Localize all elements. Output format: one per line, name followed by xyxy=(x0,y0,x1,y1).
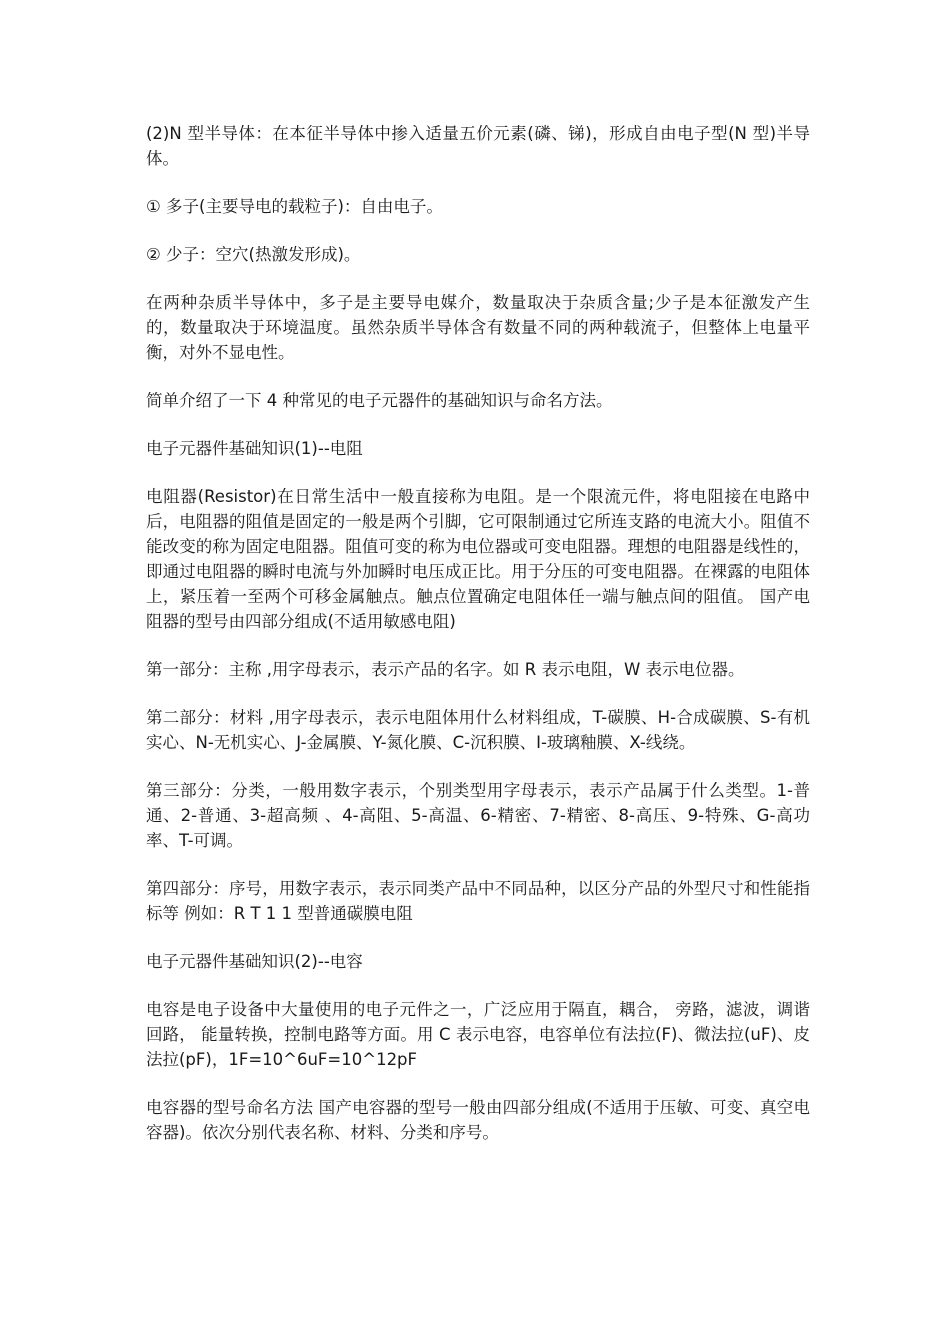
paragraph-resistor-description: 电阻器(Resistor)在日常生活中一般直接称为电阻。是一个限流元件，将电阻接在电路中后，电阻器的阻值是固定的一般是两个引脚，它可限制通过它所连支路的电流大小。阻值不能改变的称为固定电阻器。阻值可变的称为电位器或可变电阻器。理想的电阻器是线性的，即通过电阻器的瞬时电流与外加瞬时电压成正比。用于分压的可变电阻器。在裸露的电阻体上，紧压着一至两个可移金属触点。触点位置确定电阻体任一端与触点间的阻值。 国产电阻器的型号由四部分组成(不适用敏感电阻) xyxy=(146,487,810,631)
section-heading-capacitor: 电子元器件基础知识(2)--电容 xyxy=(146,952,363,971)
paragraph-impurity-semiconductor: 在两种杂质半导体中，多子是主要导电媒介，数量取决于杂质含量;少子是本征激发产生的，数量取决于环境温度。虽然杂质半导体含有数量不同的两种载流子，但整体上电量平衡，对外不显电性。 xyxy=(146,293,810,362)
paragraph-n-type-semiconductor: (2)N 型半导体：在本征半导体中掺入适量五价元素(磷、锑)，形成自由电子型(N 型)半导体。 xyxy=(146,124,810,168)
paragraph-part-one: 第一部分：主称 ,用字母表示，表示产品的名字。如 R 表示电阻，W 表示电位器。 xyxy=(146,660,745,679)
paragraph-part-four: 第四部分：序号，用数字表示，表示同类产品中不同品种，以区分产品的外型尺寸和性能指标等 例如：R T 1 1 型普通碳膜电阻 xyxy=(146,879,810,923)
paragraph-majority-carrier: ① 多子(主要导电的载粒子)：自由电子。 xyxy=(146,197,443,216)
paragraph-capacitor-naming: 电容器的型号命名方法 国产电容器的型号一般由四部分组成(不适用于压敏、可变、真空电容器)。依次分别代表名称、材料、分类和序号。 xyxy=(146,1098,810,1142)
document-page xyxy=(146,121,810,1168)
paragraph-minority-carrier: ② 少子：空穴(热激发形成)。 xyxy=(146,245,361,264)
paragraph-capacitor-description: 电容是电子设备中大量使用的电子元件之一，广泛应用于隔直，耦合， 旁路，滤波，调谐回路， 能量转换，控制电路等方面。用 C 表示电容，电容单位有法拉(F)、微法拉(uF)、皮法拉(pF)，1F=10^6uF=10^12pF xyxy=(146,1000,810,1069)
paragraph-part-two: 第二部分：材料 ,用字母表示，表示电阻体用什么材料组成，T-碳膜、H-合成碳膜、S-有机实心、N-无机实心、J-金属膜、Y-氮化膜、C-沉积膜、I-玻璃釉膜、X-线绕。 xyxy=(146,708,810,752)
paragraph-intro: 简单介绍了一下 4 种常见的电子元器件的基础知识与命名方法。 xyxy=(146,391,613,410)
paragraph-part-three: 第三部分：分类，一般用数字表示，个别类型用字母表示，表示产品属于什么类型。1-普通、2-普通、3-超高频 、4-高阻、5-高温、6-精密、7-精密、8-高压、9-特殊、G-高功率、T-可调。 xyxy=(146,781,810,850)
section-heading-resistor: 电子元器件基础知识(1)--电阻 xyxy=(146,439,363,458)
